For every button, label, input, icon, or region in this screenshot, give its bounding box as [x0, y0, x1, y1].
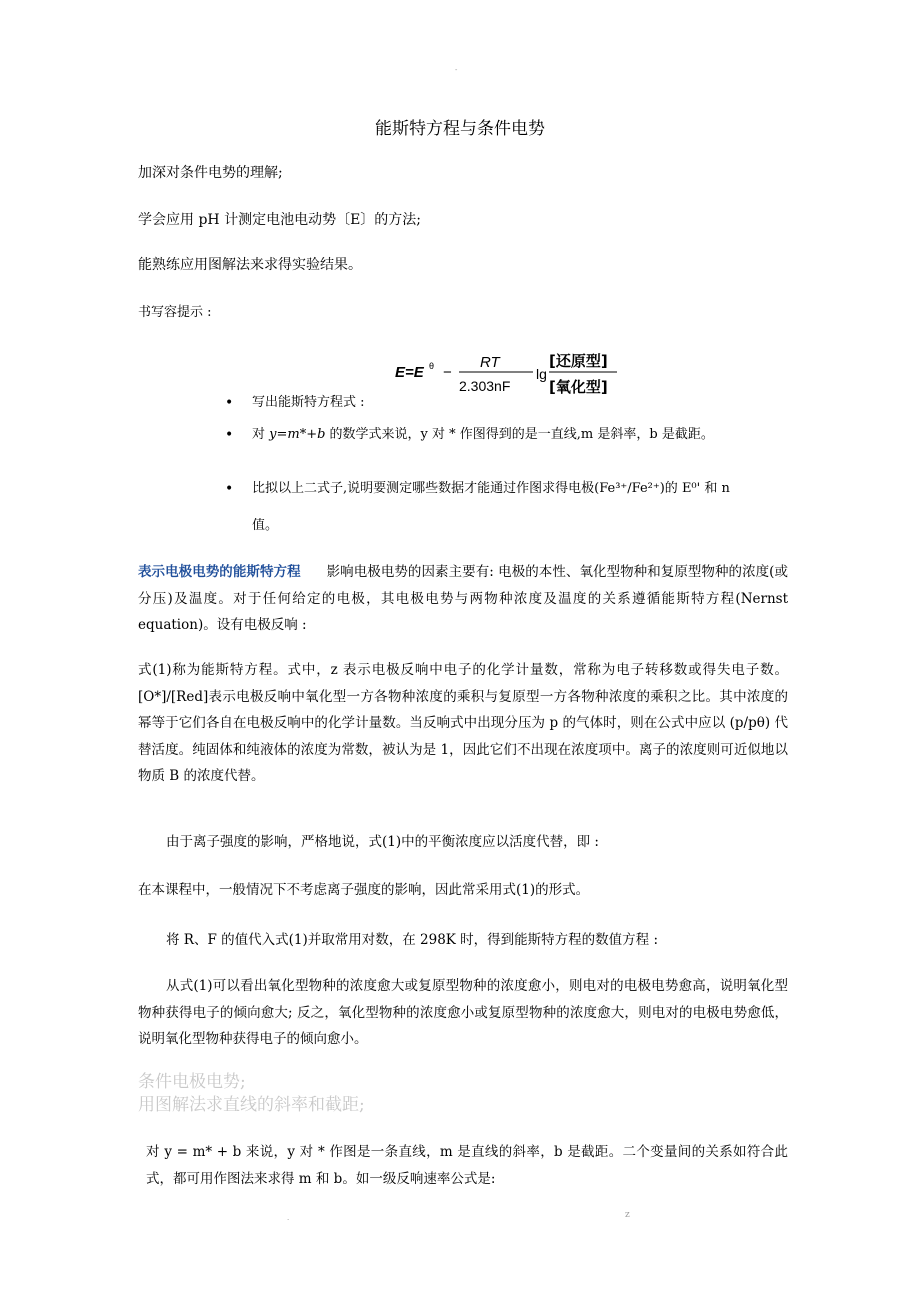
formula-reduced: [还原型]	[549, 352, 608, 370]
formula-log: lg	[536, 366, 547, 382]
gray-heading-2: 用图解法求直线的斜率和截距;	[138, 1095, 365, 1115]
gray-heading-1: 条件电极电势;	[138, 1072, 246, 1092]
page-header-mark: -	[455, 66, 458, 74]
objective-1: 加深对条件电势的理解;	[138, 165, 283, 181]
hint-label: 书写容提示 :	[138, 305, 212, 320]
objective-3: 能熟练应用图解法来求得实验结果。	[138, 257, 362, 273]
section-nernst-paragraph: 表示电极电势的能斯特方程 影响电极电势的因素主要有: 电极的本性、氧化型物种和复原型物种的浓度(或分压)及温度。对于任何给定的电极，其电极电势与两物种浓度及温度的关系遵循能斯特方程(Nernst equation)。设有电极反响 :	[138, 564, 788, 633]
formula-numerator: RT	[480, 354, 500, 371]
nernst-formula	[393, 345, 623, 405]
formula-denominator: 2.303nF	[459, 378, 511, 394]
bullet-3-text: 比拟以上二式子,说明要测定哪些数据才能通过作图求得电极(Fe³⁺/Fe²⁺)的 E⁰' 和 n	[252, 481, 730, 496]
bullet-dot: •	[225, 427, 234, 443]
bullet-1-text: 写出能斯特方程式 :	[252, 395, 365, 410]
bullet-dot: •	[225, 481, 234, 497]
formula-lhs: E=E	[395, 364, 424, 381]
bullet-3-continuation: 值。	[252, 518, 279, 533]
bullet-2-equation: y=m*+b	[269, 427, 326, 442]
formula-theta: θ	[429, 361, 435, 371]
page-title: 能斯特方程与条件电势	[375, 119, 545, 139]
section-heading: 表示电极电势的能斯特方程	[138, 564, 301, 580]
paragraph-graphing: 对 y = m* + b 来说，y 对 * 作图是一条直线，m 是直线的斜率，b 是截距。二个变量间的关系如符合此式，都可用作图法来求得 m 和 b。如一级反响速率公式是:	[146, 1144, 788, 1187]
paragraph-activity: 由于离子强度的影响，严格地说，式(1)中的平衡浓度应以活度代替，即 :	[166, 834, 599, 850]
bullet-dot: •	[225, 395, 234, 411]
bullet-2-text: 对 y=m*+b 的数学式来说，y 对 * 作图得到的是一直线,m 是斜率，b 是截距。	[252, 427, 714, 442]
footer-left-mark: .	[287, 1214, 290, 1222]
footer-right-mark: z	[625, 1210, 630, 1220]
paragraph-interpretation: 从式(1)可以看出氧化型物种的浓度愈大或复原型物种的浓度愈小，则电对的电极电势愈高，说明氧化型物种获得电子的倾向愈大; 反之，氧化型物种的浓度愈小或复原型物种的浓度愈大，则电对的电极电势愈低，说明氧化型物种获得电子的倾向愈小。	[138, 978, 788, 1047]
paragraph-definition: 式(1)称为能斯特方程。式中，z 表示电极反响中电子的化学计量数，常称为电子转移数或得失电子数。[O*]/[Red]表示电极反响中氧化型一方各物种浓度的乘积与复原型一方各物种浓度的乘积之比。其中浓度的幂等于它们各自在电极反响中的化学计量数。当反响式中出现分压为 p 的气体时，则在公式中应以 (p/pθ) 代替活度。纯固体和纯液体的浓度为常数，被认为是 1，因此它们不出现在浓度项中。离子的浓度则可近似地以物质 B 的浓度代替。	[138, 662, 788, 784]
formula-minus: −	[443, 364, 452, 381]
paragraph-numeric-equation: 将 R、F 的值代入式(1)并取常用对数，在 298K 时，得到能斯特方程的数值方程 :	[166, 932, 659, 948]
formula-oxidized: [氧化型]	[549, 378, 608, 396]
paragraph-course-note: 在本课程中，一般情况下不考虑离子强度的影响，因此常采用式(1)的形式。	[138, 882, 590, 898]
objective-2: 学会应用 pH 计测定电池电动势〔E〕的方法;	[138, 212, 422, 228]
